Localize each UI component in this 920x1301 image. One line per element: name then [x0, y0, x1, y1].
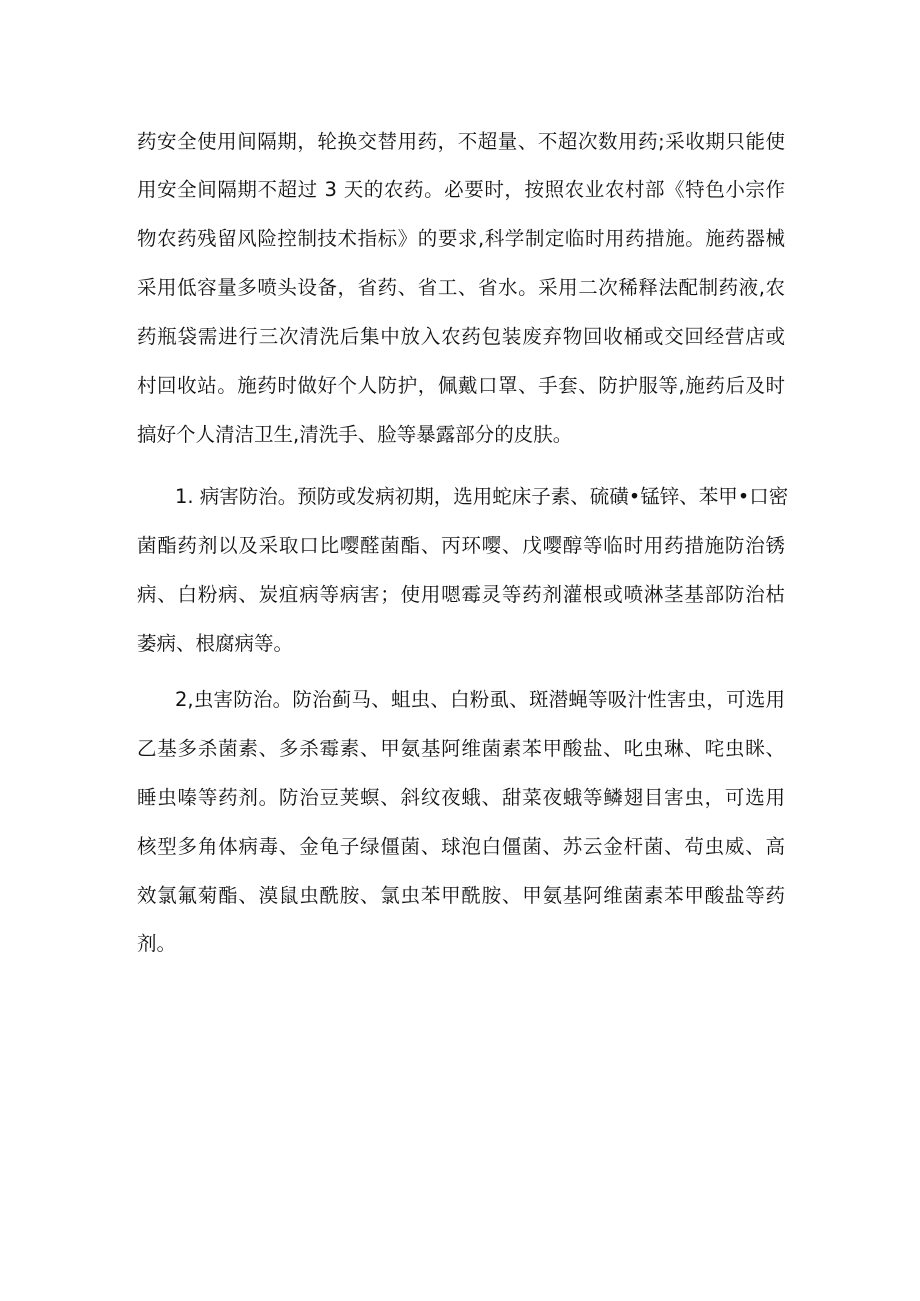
text-line: 2,虫害防治。防治蓟马、蛆虫、白粉虱、斑潜蝇等吸汁性害虫，可选用 [175, 688, 785, 711]
text-line: 核型多角体病毒、金龟子绿僵菌、球泡白僵菌、苏云金杆菌、茍虫威、高 [137, 835, 785, 858]
text-line: 1. 病害防治。预防或发病初期，选用蛇床子素、硫磺•锰锌、苯甲•口密 [175, 485, 789, 508]
text-line: 效氯氟菊酯、漠鼠虫酰胺、氯虫苯甲酰胺、甲氨基阿维菌素苯甲酸盐等药 [137, 884, 785, 907]
text-line: 药安全使用间隔期，轮换交替用药，不超量、不超次数用药;采收期只能使 [137, 130, 785, 153]
text-line: 搞好个人清洁卫生,清洗手、脸等暴露部分的皮肤。 [137, 423, 573, 446]
text-line: 睡虫嗪等药剂。防治豆荚螟、斜纹夜蛾、甜菜夜蛾等鳞翅目害虫，可选用 [137, 786, 785, 809]
text-line: 村回收站。施药时做好个人防护，佩戴口罩、手套、防护服等,施药后及时 [137, 374, 785, 397]
text-line: 病、白粉病、炭疽病等病害；使用嗯霉灵等药剂灌根或喷淋茎基部防治枯 [137, 583, 785, 606]
text-line: 乙基多杀菌素、多杀霉素、甲氨基阿维菌素苯甲酸盐、叱虫琳、咤虫眯、 [137, 737, 785, 760]
text-line: 药瓶袋需进行三次清洗后集中放入农药包装废弃物回收桶或交回经营店或 [137, 325, 785, 348]
text-line: 用安全间隔期不超过 3 天的农药。必要时，按照农业农村部《特色小宗作 [137, 178, 785, 201]
text-line: 萎病、根腐病等。 [137, 632, 294, 655]
text-line: 采用低容量多喷头设备，省药、省工、省水。采用二次稀释法配制药液,农 [137, 276, 785, 299]
text-line: 物农药残留风险控制技术指标》的要求,科学制定临时用药措施。施药器械 [137, 227, 785, 250]
text-line: 剂。 [137, 932, 177, 955]
text-line: 菌酯药剂以及采取口比嘤醛菌酯、丙环嘤、戊嘤醇等临时用药措施防治锈 [137, 534, 785, 557]
